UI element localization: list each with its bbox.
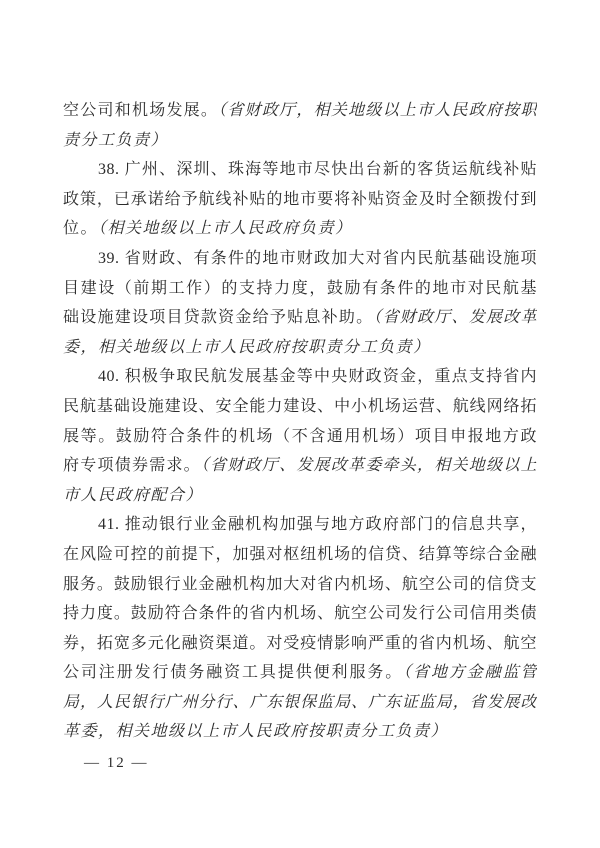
body-text: 府专项债券需求。 (63, 457, 201, 475)
text-line (63, 422, 537, 452)
attribution-text: 委，相关地级以上市人民政府按职责分工负责） (63, 338, 431, 356)
paragraph-continuation (63, 96, 537, 155)
body-text: 目建设（前期工作）的支持力度，鼓励有条件的地市对民航基 (63, 279, 537, 297)
body-text: 38. 广州、深圳、珠海等地市尽快出台新的客货运航线补贴 (98, 161, 537, 179)
text-line (63, 658, 537, 688)
text-line (63, 451, 537, 481)
attribution-text: （省财政厅、发展改革委牵头，相关地级以上 (200, 457, 537, 475)
text-line (63, 540, 537, 570)
attribution-text: 责分工负责） (63, 131, 169, 149)
text-block (63, 96, 537, 747)
text-line (63, 688, 537, 718)
text-line (63, 333, 537, 363)
body-text: 41. 推动银行业金融机构加强与地方政府部门的信息共享， (98, 516, 537, 534)
body-text: 39. 省财政、有条件的地市财政加大对省内民航基础设施项 (98, 249, 537, 267)
paragraph-item-39 (63, 244, 537, 362)
body-text: 在风险可控的前提下，加强对枢纽机场的信贷、结算等综合金融 (63, 545, 537, 563)
paragraph-item-40 (63, 362, 537, 510)
text-line (63, 570, 537, 600)
text-line (63, 392, 537, 422)
text-line (63, 185, 537, 215)
text-line (63, 155, 537, 185)
text-line (63, 362, 537, 392)
text-line (63, 244, 537, 274)
text-line (63, 96, 537, 126)
attribution-text: （省财政厅，相关地级以上市人民政府按职 (218, 102, 537, 119)
body-text: 券，拓宽多元化融资渠道。对受疫情影响严重的省内机场、航空 (63, 634, 537, 652)
attribution-text: （相关地级以上市人民政府负责） (98, 220, 353, 238)
paragraph-item-41 (63, 510, 537, 747)
body-text: 持力度。鼓励符合条件的省内机场、航空公司发行公司信用类债 (63, 605, 537, 623)
body-text: 政策，已承诺给予航线补贴的地市要将补贴资金及时全额拨付到 (63, 190, 537, 208)
text-line (63, 629, 537, 659)
text-line (63, 126, 537, 156)
body-text: 40. 积极争取民航发展基金等中央财政资金，重点支持省内 (98, 368, 537, 386)
attribution-text: 革委，相关地级以上市人民政府按职责分工负责） (63, 723, 449, 741)
text-line (63, 274, 537, 304)
attribution-text: 局，人民银行广州分行、广东银保监局、广东证监局，省发展改 (63, 693, 537, 711)
body-text: 展等。鼓励符合条件的机场（不含通用机场）项目申报地方政 (63, 427, 537, 445)
attribution-text: （省财政厅、发展改革 (373, 309, 537, 327)
text-line (63, 510, 537, 540)
paragraph-item-38 (63, 155, 537, 244)
text-line (63, 717, 537, 747)
body-text: 空公司和机场发展。 (63, 102, 219, 119)
text-line (63, 599, 537, 629)
attribution-text: （省地方金融监管 (403, 664, 537, 682)
page-number: — 12 — (84, 755, 149, 771)
attribution-text: 市人民政府配合） (63, 486, 204, 504)
text-line (63, 481, 537, 511)
body-text: 民航基础设施建设、安全能力建设、中小机场运营、航线网络拓 (63, 397, 537, 415)
text-line (63, 214, 537, 244)
body-text: 础设施建设项目贷款资金给予贴息补助。 (63, 309, 374, 327)
body-text: 公司注册发行债务融资工具提供便利服务。 (63, 664, 404, 682)
text-line (63, 303, 537, 333)
body-text: 位。 (63, 220, 99, 238)
body-text: 服务。鼓励银行业金融机构加大对省内机场、航空公司的信贷支 (63, 575, 537, 593)
